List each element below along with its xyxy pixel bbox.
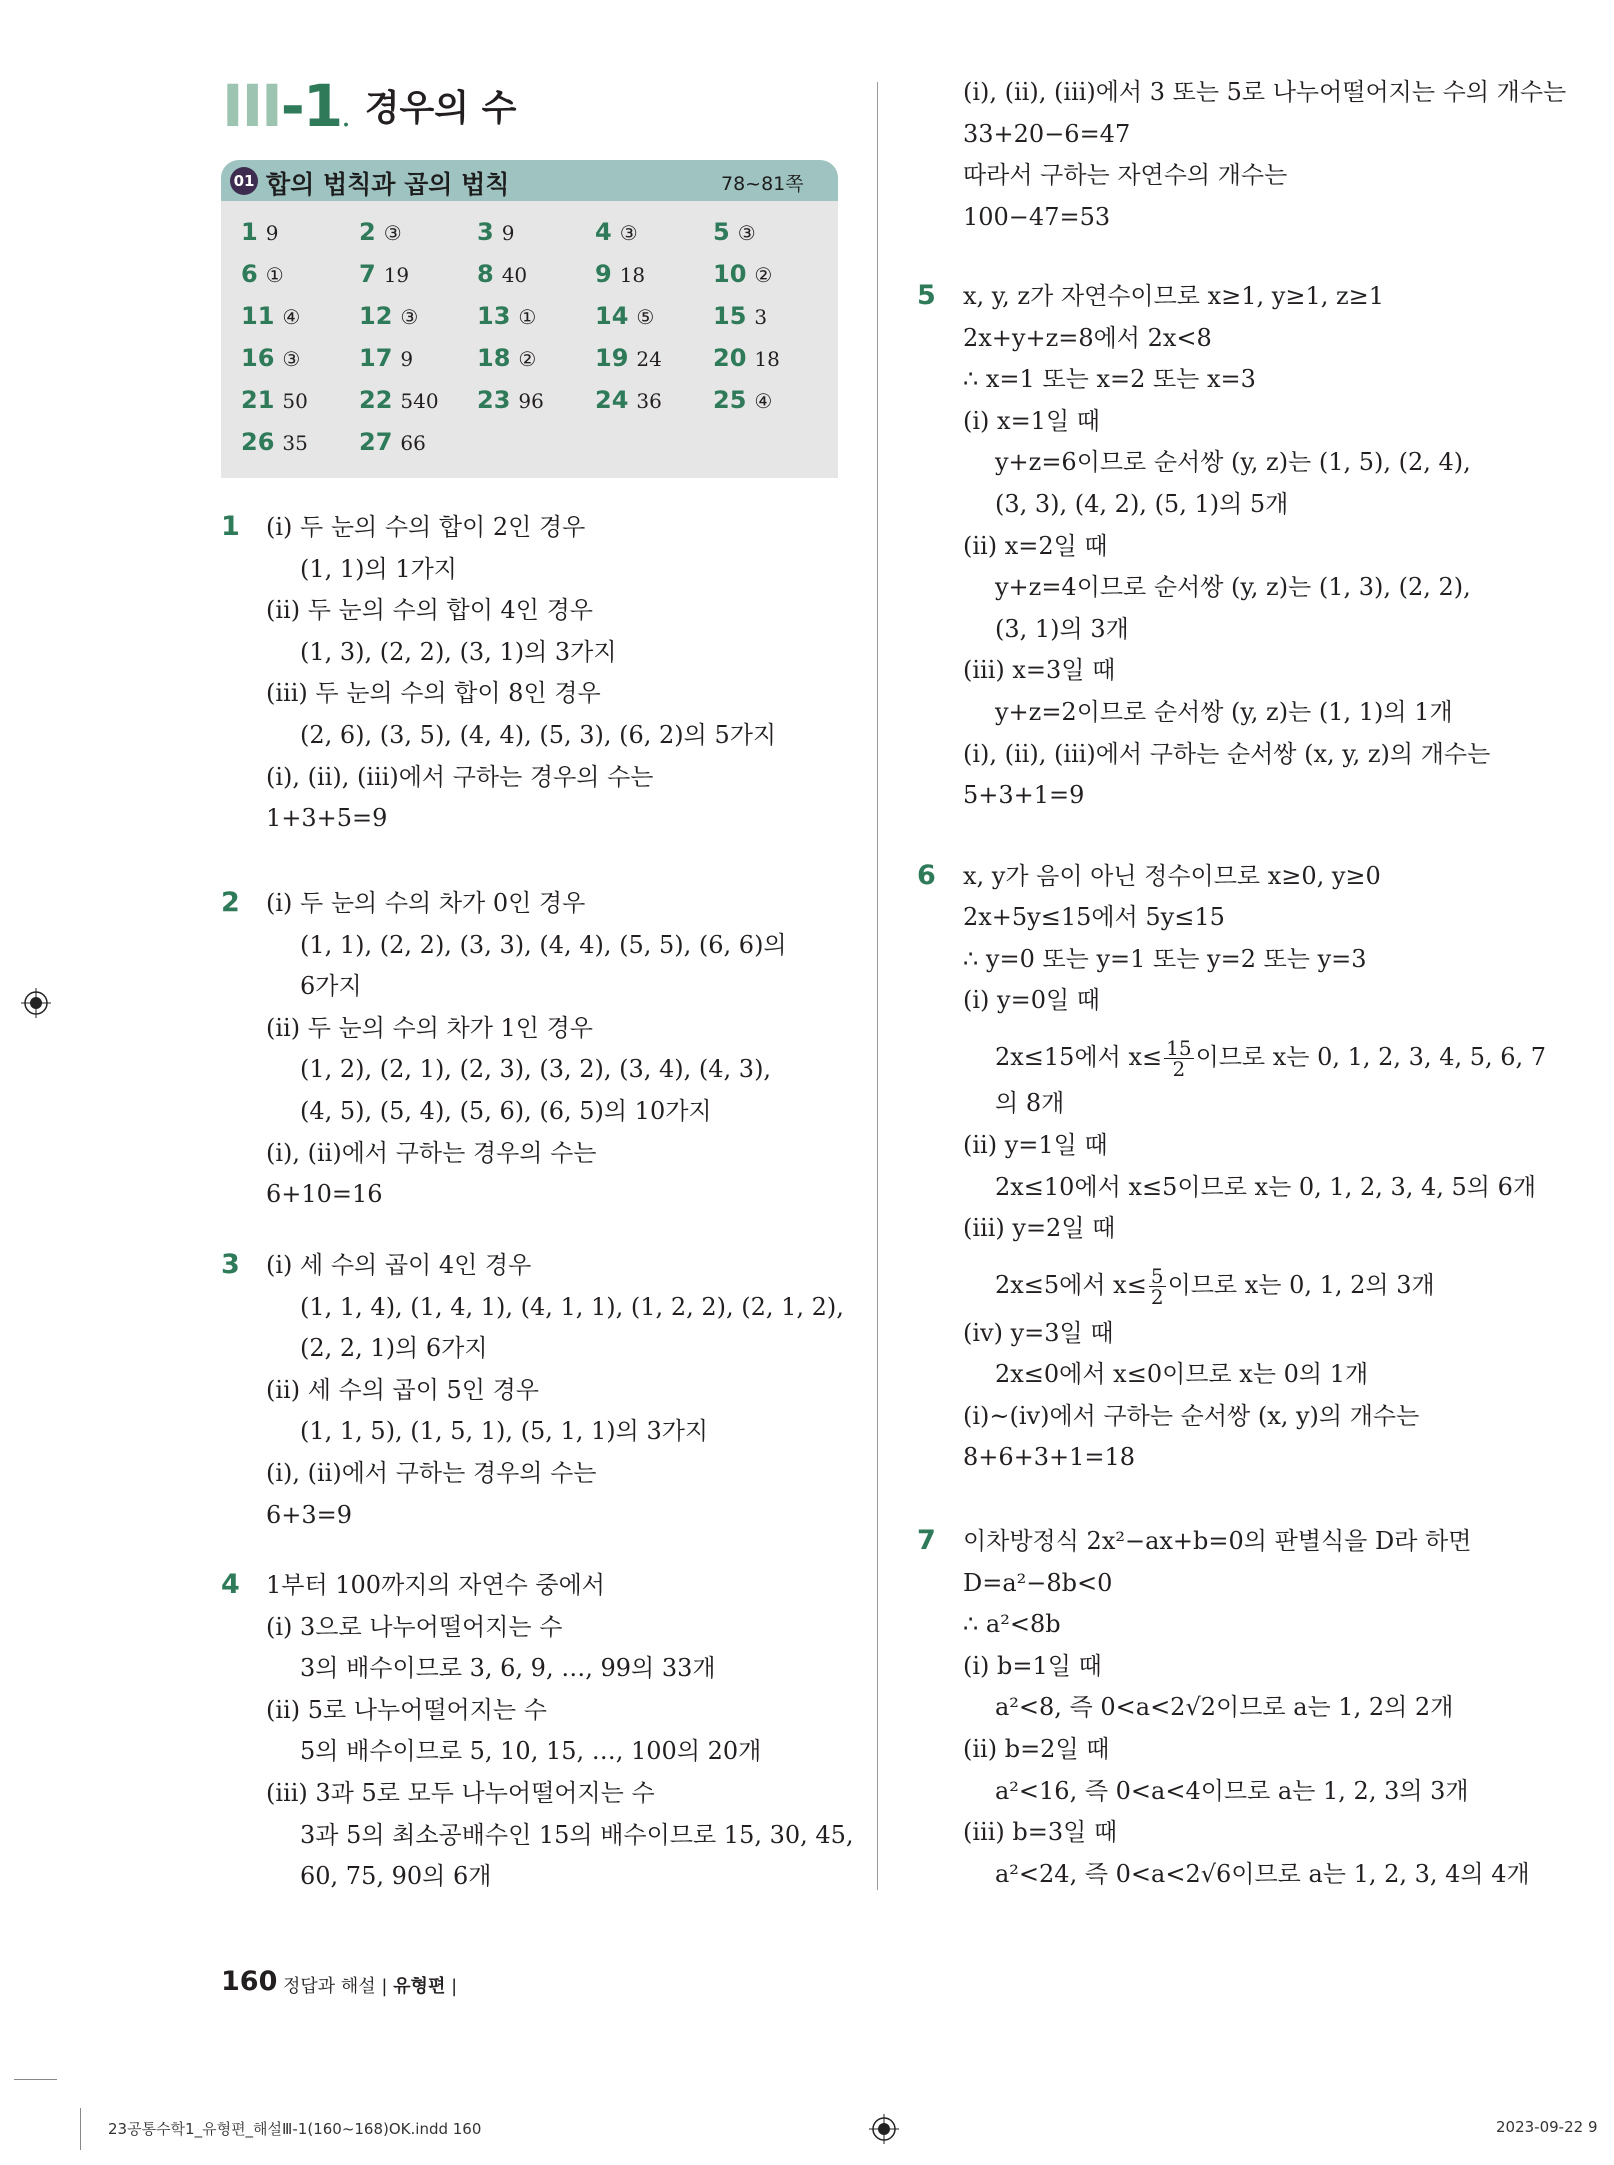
- solution-number: 4: [221, 1569, 240, 1600]
- chapter-roman: III-1: [222, 72, 342, 140]
- solution-line: (3, 3), (4, 2), (5, 1)의 5개: [995, 490, 1289, 518]
- answer-value: 18: [619, 263, 646, 287]
- answer-value: ②: [754, 263, 773, 287]
- solution-line: 5의 배수이므로 5, 10, 15, …, 100의 20개: [300, 1737, 762, 1766]
- print-slug-file: 23공통수학1_유형편_해설Ⅲ-1(160~168)OK.indd 160: [108, 2120, 482, 2138]
- solution-line: 100−47=53: [963, 202, 1111, 231]
- solution-line: ∴ a²<8b: [963, 1610, 1061, 1639]
- solution-line: (1, 1, 5), (1, 5, 1), (5, 1, 1)의 3가지: [300, 1417, 709, 1446]
- answer-value: ④: [282, 305, 301, 329]
- solution-line: (1, 1), (2, 2), (3, 3), (4, 4), (5, 5), (6, 6)의: [300, 930, 787, 959]
- solution-number: 1: [221, 511, 240, 542]
- solution-line: ∴ y=0 또는 y=1 또는 y=2 또는 y=3: [963, 945, 1367, 973]
- registration-mark-icon: [869, 2114, 899, 2144]
- answer-box-header: [221, 160, 838, 201]
- answer-value: 18: [754, 347, 780, 371]
- answer-item: [241, 260, 284, 288]
- solution-line: 이차방정식 2x²−ax+b=0의 판별식을 D라 하면: [963, 1527, 1472, 1555]
- solution-line: x, y가 음이 아닌 정수이므로 x≥0, y≥0: [963, 862, 1381, 890]
- answer-number: 6: [241, 260, 258, 288]
- answer-number: 23: [477, 386, 511, 414]
- answer-value: 9: [400, 347, 414, 371]
- answer-number: 16: [241, 344, 275, 372]
- answer-number: 4: [595, 218, 612, 246]
- answer-value: 40: [501, 263, 528, 287]
- solution-line: (ⅰ) 두 눈의 수의 합이 2인 경우: [266, 513, 586, 541]
- answer-item: [359, 386, 439, 414]
- solution-line: (ⅱ) y=1일 때: [963, 1131, 1108, 1159]
- answer-number: 18: [477, 344, 511, 372]
- answer-number: 27: [359, 428, 393, 456]
- solution-number: 2: [221, 887, 240, 918]
- solution-line: 1+3+5=9: [266, 804, 388, 833]
- solution-line: 33+20−6=47: [963, 119, 1131, 148]
- page-number: 160: [221, 1966, 278, 1997]
- solution-line: (3, 1)의 3개: [995, 614, 1129, 643]
- solution-line: (ⅲ) 두 눈의 수의 합이 8인 경우: [266, 679, 601, 708]
- answer-value: 24: [636, 347, 662, 371]
- answer-item: [595, 218, 638, 246]
- solution-line: (2, 6), (3, 5), (4, 4), (5, 3), (6, 2)의 5가지: [300, 721, 777, 749]
- answer-number: 24: [595, 386, 629, 414]
- solution-number: 7: [917, 1525, 936, 1556]
- answer-number: 13: [477, 302, 511, 330]
- answer-value: ⑤: [636, 305, 655, 329]
- answer-item: [713, 344, 780, 372]
- answer-item: [713, 302, 767, 330]
- answer-number: 20: [713, 344, 747, 372]
- answer-value: ③: [383, 221, 402, 245]
- fraction: $\frac{15}{2}$: [1166, 1036, 1192, 1081]
- answer-item: [477, 218, 514, 246]
- answer-value: ③: [737, 221, 756, 245]
- answer-number: 17: [359, 344, 393, 372]
- solution-line: (ⅰ) b=1일 때: [963, 1651, 1102, 1680]
- solution-line: x, y, z가 자연수이므로 x≥1, y≥1, z≥1: [963, 282, 1385, 310]
- answer-value: 3: [754, 305, 768, 329]
- answer-value: ③: [619, 221, 638, 245]
- solution-line: (1, 2), (2, 1), (2, 3), (3, 2), (3, 4), (4, 3),: [300, 1055, 772, 1084]
- solution-line: (1, 1)의 1가지: [300, 554, 457, 583]
- answer-number: 2: [359, 218, 376, 246]
- solution-line: (ⅰ) x=1일 때: [963, 406, 1100, 435]
- solution-line: 6가지: [300, 972, 362, 1001]
- solution-line: (ⅰ) y=0일 때: [963, 986, 1100, 1014]
- answer-item: [713, 218, 756, 246]
- answer-value: ②: [518, 347, 537, 371]
- crop-mark: [80, 2108, 81, 2150]
- answer-value: ③: [400, 305, 419, 329]
- solution-line: (ⅱ) 세 수의 곱이 5인 경우: [266, 1375, 539, 1404]
- chapter-name: 경우의 수: [364, 88, 517, 129]
- section-pages: 78~81쪽: [721, 173, 804, 195]
- solution-line: 5+3+1=9: [963, 781, 1085, 810]
- section-badge: 01: [230, 167, 258, 195]
- solution-line: 6+10=16: [266, 1180, 383, 1209]
- solution-line: 2x≤15에서 x≤ $\frac{15}{2}$ 이므로 x는 0, 1, 2, 3, 4, 5, 6, 7: [995, 1036, 1547, 1081]
- solution-line: (ⅰ) 세 수의 곱이 4인 경우: [266, 1251, 532, 1279]
- solution-line: (ⅲ) y=2일 때: [963, 1214, 1116, 1242]
- solution-line: (ⅱ) 5로 나누어떨어지는 수: [266, 1695, 547, 1724]
- answer-box: [221, 160, 838, 478]
- answer-number: 3: [477, 218, 494, 246]
- solution-line: 3과 5의 최소공배수인 15의 배수이므로 15, 30, 45,: [300, 1820, 854, 1849]
- answer-item: [359, 344, 413, 372]
- answer-value: 36: [636, 389, 662, 413]
- solution-line: (ⅰ), (ⅱ), (ⅲ)에서 3 또는 5로 나누어떨어지는 수의 개수는: [963, 78, 1567, 106]
- answer-value: ③: [282, 347, 301, 371]
- solution-line: 3의 배수이므로 3, 6, 9, …, 99의 33개: [300, 1654, 716, 1683]
- answer-item: [359, 218, 402, 246]
- answer-number: 9: [595, 260, 612, 288]
- answer-number: 7: [359, 260, 376, 288]
- solution-line: y+z=6이므로 순서쌍 (y, z)는 (1, 5), (2, 4),: [995, 448, 1471, 477]
- answer-value: ④: [754, 389, 773, 413]
- solution-line: 2x≤5에서 x≤ $\frac{5}{2}$ 이므로 x는 0, 1, 2의 3개: [995, 1264, 1435, 1309]
- page-label: 정답과 해설 | 유형편 |: [283, 1976, 458, 1997]
- solution-number: 6: [917, 860, 936, 891]
- solution-number: 3: [221, 1249, 240, 1280]
- registration-mark-icon: [21, 988, 51, 1018]
- answer-number: 22: [359, 386, 393, 414]
- solution-line: a²<16, 즉 0<a<4이므로 a는 1, 2, 3의 3개: [995, 1776, 1469, 1805]
- solution-line: (ⅰ), (ⅱ), (ⅲ)에서 구하는 경우의 수는: [266, 762, 654, 791]
- answer-number: 1: [241, 218, 258, 246]
- answer-number: 11: [241, 302, 275, 330]
- title-dot: .: [341, 99, 351, 134]
- answer-item: [241, 302, 300, 330]
- solution-line: (ⅰ)~(ⅳ)에서 구하는 순서쌍 (x, y)의 개수는: [963, 1402, 1420, 1430]
- answer-number: 26: [241, 428, 275, 456]
- solution-line: (ⅱ) 두 눈의 수의 합이 4인 경우: [266, 596, 593, 625]
- chapter-title: [222, 72, 516, 140]
- answer-value: 96: [518, 389, 544, 413]
- answer-value: 35: [282, 431, 308, 455]
- answer-value: 9: [265, 221, 279, 245]
- answer-value: 66: [400, 431, 426, 455]
- solution-line: y+z=4이므로 순서쌍 (y, z)는 (1, 3), (2, 2),: [995, 573, 1471, 602]
- answer-item: [477, 386, 544, 414]
- solution-line: a²<8, 즉 0<a<2√2이므로 a는 1, 2의 2개: [995, 1693, 1454, 1722]
- solution-line: (ⅳ) y=3일 때: [963, 1319, 1114, 1347]
- answer-item: [595, 302, 654, 330]
- answer-number: 15: [713, 302, 747, 330]
- answer-item: [241, 428, 308, 456]
- section-heading: 합의 법칙과 곱의 법칙: [266, 170, 510, 199]
- answer-item: [713, 386, 772, 414]
- answer-value: 19: [383, 263, 410, 287]
- answer-value: ①: [518, 305, 537, 329]
- answer-item: [595, 260, 645, 288]
- answer-item: [359, 260, 409, 288]
- solution-line: y+z=2이므로 순서쌍 (y, z)는 (1, 1)의 1개: [995, 698, 1453, 726]
- solution-line: (ⅰ) 두 눈의 수의 차가 0인 경우: [266, 889, 586, 917]
- solution-line: (ⅱ) 두 눈의 수의 차가 1인 경우: [266, 1013, 593, 1042]
- answer-item: [713, 260, 772, 288]
- solution-line: (ⅰ), (ⅱ)에서 구하는 경우의 수는: [266, 1138, 597, 1167]
- answer-value: 540: [400, 389, 439, 413]
- answer-item: [477, 344, 536, 372]
- column-divider: [877, 82, 878, 1890]
- crop-mark: [14, 2079, 57, 2080]
- solution-line: 6+3=9: [266, 1500, 353, 1529]
- solution-line: (ⅰ) 3으로 나누어떨어지는 수: [266, 1612, 563, 1641]
- solution-line: 2x≤10에서 x≤5이므로 x는 0, 1, 2, 3, 4, 5의 6개: [995, 1173, 1537, 1201]
- answer-item: [241, 344, 300, 372]
- solution-line: (ⅰ), (ⅱ), (ⅲ)에서 구하는 순서쌍 (x, y, z)의 개수는: [963, 739, 1491, 768]
- solution-line: 2x+5y≤15에서 5y≤15: [963, 903, 1225, 931]
- solution-line: D=a²−8b<0: [963, 1568, 1113, 1597]
- answer-number: 10: [713, 260, 747, 288]
- answer-number: 5: [713, 218, 730, 246]
- solution-line: (ⅱ) b=2일 때: [963, 1735, 1110, 1763]
- solution-line: 따라서 구하는 자연수의 개수는: [963, 161, 1288, 190]
- solution-line: (ⅲ) b=3일 때: [963, 1818, 1118, 1847]
- answer-number: 14: [595, 302, 629, 330]
- solution-line: 2x≤0에서 x≤0이므로 x는 0의 1개: [995, 1360, 1369, 1388]
- answer-item: [595, 386, 662, 414]
- solution-line: (ⅲ) x=3일 때: [963, 656, 1116, 685]
- solution-line: ∴ x=1 또는 x=2 또는 x=3: [963, 365, 1256, 394]
- solution-line: 의 8개: [995, 1089, 1065, 1117]
- answer-value: ①: [265, 263, 284, 287]
- answer-number: 21: [241, 386, 275, 414]
- answer-item: [359, 302, 418, 330]
- solution-line: (ⅱ) x=2일 때: [963, 531, 1108, 560]
- solution-line: 2x+y+z=8에서 2x<8: [963, 323, 1212, 352]
- answer-number: 8: [477, 260, 494, 288]
- solution-line: 8+6+3+1=18: [963, 1443, 1136, 1471]
- fraction: $\frac{5}{2}$: [1150, 1264, 1164, 1309]
- solution-number: 5: [917, 280, 936, 311]
- print-slug-date: 2023-09-22 9: [1496, 2118, 1598, 2136]
- solution-line: (ⅲ) 3과 5로 모두 나누어떨어지는 수: [266, 1779, 655, 1807]
- answer-value: 50: [282, 389, 308, 413]
- solution-line: a²<24, 즉 0<a<2√6이므로 a는 1, 2, 3, 4의 4개: [995, 1859, 1530, 1888]
- answer-item: [241, 386, 308, 414]
- answer-item: [241, 218, 278, 246]
- answer-item: [595, 344, 662, 372]
- solution-line: (1, 3), (2, 2), (3, 1)의 3가지: [300, 637, 617, 666]
- solution-line: 1부터 100까지의 자연수 중에서: [266, 1571, 605, 1599]
- answer-number: 25: [713, 386, 747, 414]
- solution-line: (ⅰ), (ⅱ)에서 구하는 경우의 수는: [266, 1459, 597, 1487]
- solution-line: 60, 75, 90의 6개: [300, 1862, 492, 1891]
- solution-line: (1, 1, 4), (1, 4, 1), (4, 1, 1), (1, 2, 2), (2, 1, 2),: [300, 1292, 844, 1321]
- answer-item: [359, 428, 426, 456]
- answer-number: 19: [595, 344, 629, 372]
- solution-line: (4, 5), (5, 4), (5, 6), (6, 5)의 10가지: [300, 1097, 712, 1125]
- answer-value: 9: [501, 221, 515, 245]
- answer-item: [477, 302, 536, 330]
- answer-item: [477, 260, 527, 288]
- answer-number: 12: [359, 302, 393, 330]
- solution-line: (2, 2, 1)의 6가지: [300, 1334, 488, 1363]
